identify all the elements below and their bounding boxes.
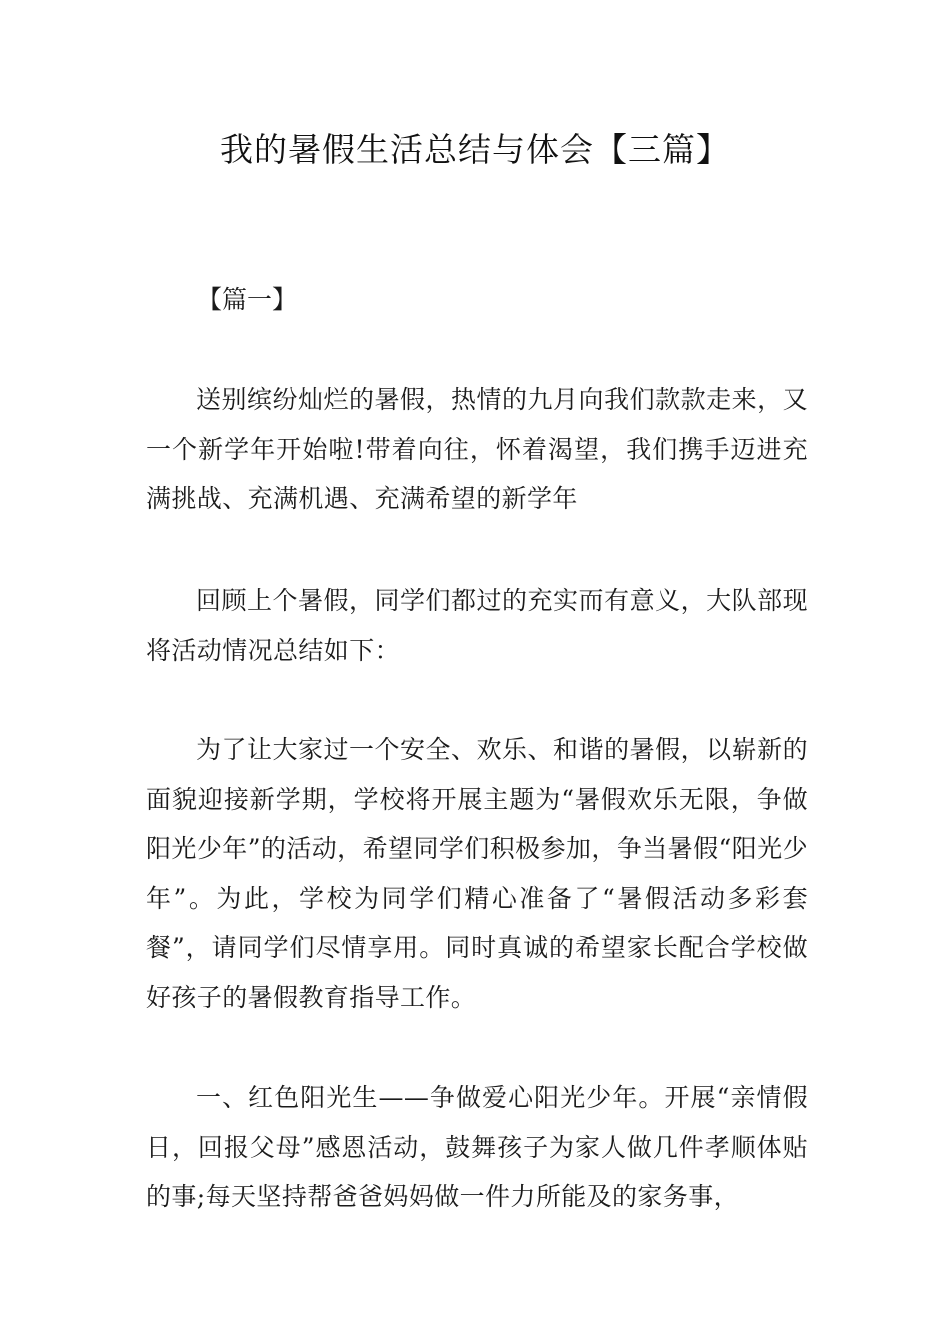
paragraph-4: 一、红色阳光生——争做爱心阳光少年。开展“亲情假日，回报父母”感恩活动，鼓舞孩子为家人做几件孝顺体贴的事;每天坚持帮爸爸妈妈做一件力所能及的家务事，: [146, 1083, 808, 1211]
document-title: 我的暑假生活总结与体会【三篇】: [220, 130, 730, 169]
section-label: 【篇一】: [197, 285, 298, 314]
paragraph-2: 回顾上个暑假，同学们都过的充实而有意义，大队部现将活动情况总结如下：: [146, 586, 808, 665]
paragraph-3: 为了让大家过一个安全、欢乐、和谐的暑假，以崭新的面貌迎接新学期，学校将开展主题为“暑假欢乐无限，争做阳光少年”的活动，希望同学们积极参加，争当暑假“阳光少年”。为此，学校为同学们精心准备了“暑假活动多彩套餐”，请同学们尽情享用。同时真诚的希望家长配合学校做好孩子的暑假教育指导工作。: [146, 735, 808, 1012]
paragraph-1: 送别缤纷灿烂的暑假，热情的九月向我们款款走来，又一个新学年开始啦!带着向往，怀着渴望，我们携手迈进充满挑战、充满机遇、充满希望的新学年: [146, 385, 808, 513]
